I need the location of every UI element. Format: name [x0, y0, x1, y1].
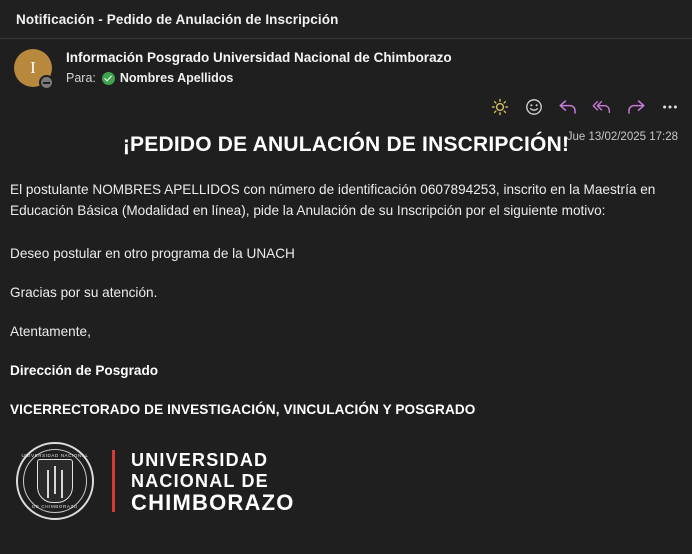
institution-logo	[10, 442, 682, 520]
message-paragraph-reason: Deseo postular en otro programa de la UNACH	[10, 246, 295, 261]
message-signature: Dirección de Posgrado	[10, 363, 159, 378]
message-paragraph-closing: Atentamente,	[10, 324, 91, 339]
message-department: VICERRECTORADO DE INVESTIGACIÓN, VINCULACIÓN Y POSGRADO	[10, 402, 476, 417]
logo-line-2: NACIONAL DE	[131, 470, 269, 491]
message-body	[0, 97, 692, 554]
message-header	[0, 39, 692, 143]
sender-block	[66, 49, 678, 85]
recipient-row	[66, 71, 678, 85]
forward-icon[interactable]	[626, 97, 646, 117]
logo-wordmark	[131, 450, 295, 513]
window-titlebar	[0, 0, 692, 38]
message-paragraph-intro: El postulante NOMBRES APELLIDOS con número de identificación 0607894253, inscrito en la Maestría en Educación Básica (Modalidad en línea), pide la Anulación de su Inscripción por el siguiente motivo:	[10, 182, 656, 218]
message-heading: ¡PEDIDO DE ANULACIÓN DE INSCRIPCIÓN!	[122, 133, 570, 156]
brightness-icon[interactable]	[490, 97, 510, 117]
reply-all-icon[interactable]	[592, 97, 612, 117]
emoji-icon[interactable]	[524, 97, 544, 117]
message-paragraph-thanks: Gracias por su atención.	[10, 285, 158, 300]
message-actions	[490, 97, 680, 117]
logo-divider	[112, 450, 115, 512]
presence-status-icon	[39, 75, 54, 90]
seal-top-text: UNIVERSIDAD NACIONAL	[21, 453, 89, 458]
more-options-icon[interactable]	[660, 97, 680, 117]
window-title: Notificación - Pedido de Anulación de Inscripción	[16, 11, 339, 27]
reply-icon[interactable]	[558, 97, 578, 117]
logo-line-1: UNIVERSIDAD	[131, 449, 269, 470]
seal-emblem-icon	[37, 459, 73, 503]
avatar-initial: I	[14, 49, 52, 87]
sender-name[interactable]: Información Posgrado Universidad Nacional de Chimborazo	[66, 50, 452, 65]
avatar	[14, 49, 56, 91]
university-seal-icon	[16, 442, 94, 520]
recipient-label: Para:	[66, 71, 96, 85]
recipient-chip[interactable]	[102, 71, 233, 85]
message-timestamp: Jue 13/02/2025 17:28	[566, 131, 678, 143]
verified-check-icon	[102, 72, 115, 85]
seal-bottom-text: DE CHIMBORAZO	[32, 504, 78, 509]
logo-line-3: CHIMBORAZO	[131, 489, 295, 515]
recipient-name: Nombres Apellidos	[119, 71, 234, 85]
